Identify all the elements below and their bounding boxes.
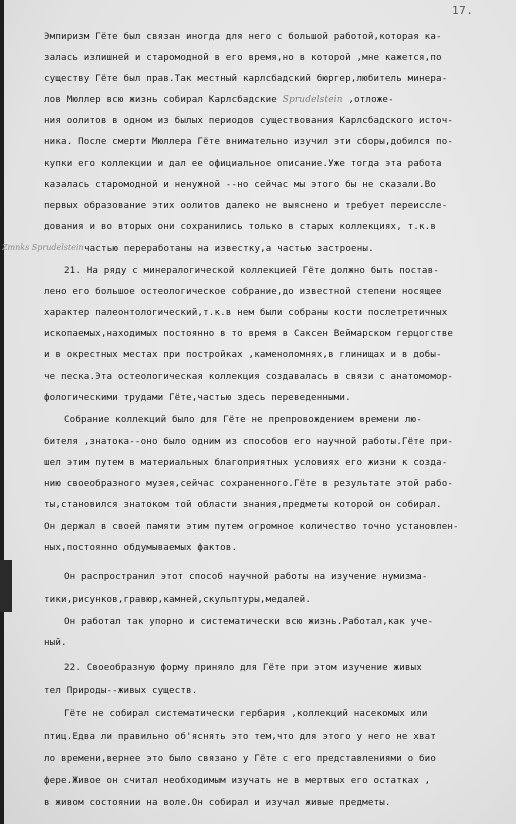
text-line: дования и во вторых они сохранились только в старых коллекциях, т.к.в [44, 221, 437, 232]
text-line: характер палеонтологический,т.к.в нем были собраны кости послетретичных [44, 307, 448, 318]
text-line: первых образование этих оолитов далеко не выяснено и требует переиссле- [44, 200, 448, 211]
text-line: казалась старомодной и ненужной --но сейчас мы этого бы не сказали.Во [44, 179, 437, 190]
page-number: 17. [452, 4, 474, 17]
text-line: Собрание коллекций было для Гёте не препровождением времени лю- [64, 414, 422, 425]
text-line: Гёте не собирал систематически гербария ,коллекций насекомых или [64, 708, 428, 719]
handwritten-insertion: Sprudelstein [282, 95, 343, 105]
text-line: Эмпиризм Гёте был связан иногда для него с большой работой,которая ка- [44, 31, 442, 42]
scan-edge [0, 0, 4, 824]
text-line: лов Мюллер всю жизнь собирал Карлсбадские Sprudelstein ,отложе- [44, 94, 394, 105]
text-line: ных,постоянно обдумываемых фактов. [44, 542, 238, 553]
text-line: лено его большое остеологическое собрание,до известной степени носящее [44, 286, 442, 297]
text-line: существу Гёте был прав.Так местный карлсбадский бюргер,любитель минера- [44, 73, 448, 84]
text-line: птиц.Едва ли правильно об'яснять это тем,что для этого у него не хват [44, 731, 437, 742]
text-line: Он держал в своей памяти этим путем огромное количество точно установлен- [44, 521, 459, 532]
text-line: купки его коллекции и дал ее официальное описание.Уже тогда эта работа [44, 158, 442, 169]
text-line: тики,рисунков,гравюр,камней,скульптуры,медалей. [44, 594, 312, 605]
text-line: в живом состоянии на воле.Он собирал и изучал живые предметы. [44, 797, 391, 808]
text-line: и в окрестных местах при постройках ,каменоломнях,в глинищах и в добы- [44, 349, 442, 360]
margin-note: Zmnks Sprudelstein [2, 243, 84, 252]
text-line: ты,становился знатоком той области знания,предметы которой он собирал. [44, 499, 442, 510]
text-line: Он распространил этот способ научной работы на изучение нумизма- [64, 571, 428, 582]
text-line: фере.Живое он считал необходимым изучать не в мертвых его остатках , [44, 775, 431, 786]
text-line: ника. После смерти Мюллера Гёте внимательно изучил эти сборы,добился по- [44, 136, 454, 147]
text-line: ископаемых,находимых постоянно в то время в Саксен Веймарском герцогстве [44, 328, 454, 339]
text-line: нию своеобразного музея,сейчас сохраненного.Гёте в результате этой рабо- [44, 478, 454, 489]
text-line: тел Природы--живых существ. [44, 685, 198, 696]
text-line: 21. На ряду с минералогической коллекцией Гёте должно быть постав- [64, 265, 439, 276]
text-line: ло времени,вернее это было связано у Гёте с его представлениями о био [44, 753, 437, 764]
scan-edge-scrap [0, 560, 12, 612]
text-line: шел этим путем в материальных благоприятных условиях его жизни к созда- [44, 457, 448, 468]
text-line: че песка.Эта остеологическая коллекция создавалась в связи с анатомомор- [44, 371, 454, 382]
text-line: 22. Своеобразную форму приняло для Гёте при этом изучение живых [64, 662, 422, 673]
text-line: фологическими трудами Гёте,частью здесь переведенными. [44, 392, 351, 403]
text-line: ный. [44, 637, 67, 648]
text-line: ния оолитов в одном из былых периодов существования Карлсбадского источ- [44, 115, 454, 126]
text-line: частью переработаны на известку,а частью застроены. [84, 243, 374, 254]
text-line: Он работал так упорно и систематически всю жизнь.Работал,как уче- [64, 616, 434, 627]
text-line: залась излишней и старомодной в его время,но в которой ,мне кажется,по [44, 52, 442, 63]
text-line: бителя ,знатока--оно было одним из способов его научной работы.Гёте при- [44, 436, 454, 447]
